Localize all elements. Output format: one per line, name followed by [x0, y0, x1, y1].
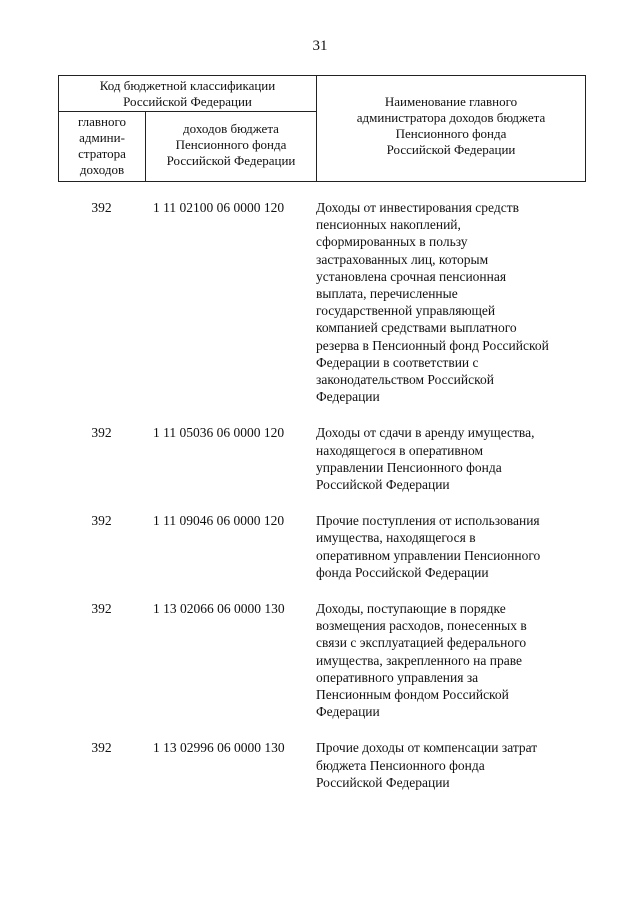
header-administrator-name: [317, 76, 585, 181]
admin-code-cell: 392: [91, 601, 112, 617]
name-line: возмещения расходов, понесенных в: [316, 618, 527, 634]
header-budget-classification-code: [59, 76, 317, 112]
header-fund-income: [146, 112, 317, 181]
table-row: [58, 512, 586, 581]
header-text-line: Наименование главного: [384, 94, 518, 109]
income-name-cell: [316, 424, 562, 493]
name-line: Российской Федерации: [316, 477, 450, 493]
name-line: Прочие доходы от компенсации затрат: [316, 740, 538, 756]
header-text-line: Российской Федерации: [386, 142, 516, 157]
name-line: оперативного управления за: [316, 669, 479, 685]
page-number: 31: [312, 38, 328, 54]
header-text-line: доходов бюджета: [183, 121, 279, 136]
classification-code-cell: 1 13 02996 06 0000 130: [153, 740, 285, 756]
table-row: [58, 199, 586, 405]
header-chief-administrator: [59, 112, 146, 181]
table-header: [58, 75, 586, 182]
header-text-line: Российской Федерации: [123, 94, 252, 109]
header-text-line: Российской Федерации: [166, 153, 296, 168]
name-line: резерва в Пенсионный фонд Российской: [316, 337, 549, 353]
header-text-line: администратора доходов бюджета: [356, 110, 546, 125]
name-line: Федерации: [316, 389, 380, 405]
name-line: бюджета Пенсионного фонда: [316, 757, 485, 773]
header-text-line: стратора: [78, 146, 126, 161]
name-line: установлена срочная пенсионная: [316, 268, 507, 284]
classification-code-cell: 1 11 05036 06 0000 120: [153, 425, 285, 441]
name-line: Доходы, поступающие в порядке: [316, 601, 506, 617]
income-name-cell: [316, 739, 562, 791]
name-line: пенсионных накоплений,: [316, 217, 461, 233]
table-body: [58, 199, 586, 810]
admin-code-cell: 392: [91, 740, 112, 756]
admin-code-cell: 392: [91, 425, 112, 441]
classification-code-cell: 1 13 02066 06 0000 130: [153, 601, 285, 617]
header-text-line: админи-: [79, 130, 125, 145]
name-line: Доходы от инвестирования средств: [316, 200, 519, 215]
header-text-line: доходов: [79, 162, 125, 177]
name-line: имущества, находящегося в: [316, 530, 476, 546]
income-name-cell: [316, 512, 562, 581]
name-line: государственной управляющей: [316, 303, 496, 319]
classification-code-cell: 1 11 02100 06 0000 120: [153, 200, 285, 215]
name-line: связи с эксплуатацией федерального: [316, 635, 527, 651]
name-line: Доходы от сдачи в аренду имущества,: [316, 425, 535, 441]
table-row: [58, 600, 586, 720]
income-name-cell: [316, 199, 562, 405]
name-line: оперативном управлении Пенсионного: [316, 547, 541, 563]
name-line: имущества, закрепленного на праве: [316, 652, 523, 668]
header-text-line: главного: [77, 114, 127, 129]
income-name-cell: [316, 600, 562, 720]
name-line: выплата, перечисленные: [316, 286, 458, 302]
name-line: застрахованных лиц, которым: [316, 251, 489, 267]
name-line: Федерации: [316, 704, 380, 720]
name-line: законодательством Российской: [316, 372, 494, 388]
name-line: Федерации в соответствии с: [316, 354, 479, 370]
name-line: находящегося в оперативном: [316, 442, 484, 458]
table-row: [58, 739, 586, 791]
header-text-line: Пенсионного фонда: [175, 137, 287, 152]
name-line: компанией средствами выплатного: [316, 320, 517, 336]
header-text-line: Пенсионного фонда: [395, 126, 507, 141]
table-row: [58, 424, 586, 493]
name-line: Российской Федерации: [316, 774, 450, 790]
name-line: фонда Российской Федерации: [316, 564, 489, 580]
admin-code-cell: 392: [91, 200, 112, 215]
name-line: Прочие поступления от использования: [316, 513, 540, 529]
admin-code-cell: 392: [91, 513, 112, 529]
name-line: сформированных в пользу: [316, 234, 468, 250]
classification-code-cell: 1 11 09046 06 0000 120: [153, 513, 285, 529]
name-line: управлении Пенсионного фонда: [316, 459, 502, 475]
name-line: Пенсионным фондом Российской: [316, 687, 509, 703]
header-text-line: Код бюджетной классификации: [99, 78, 276, 93]
